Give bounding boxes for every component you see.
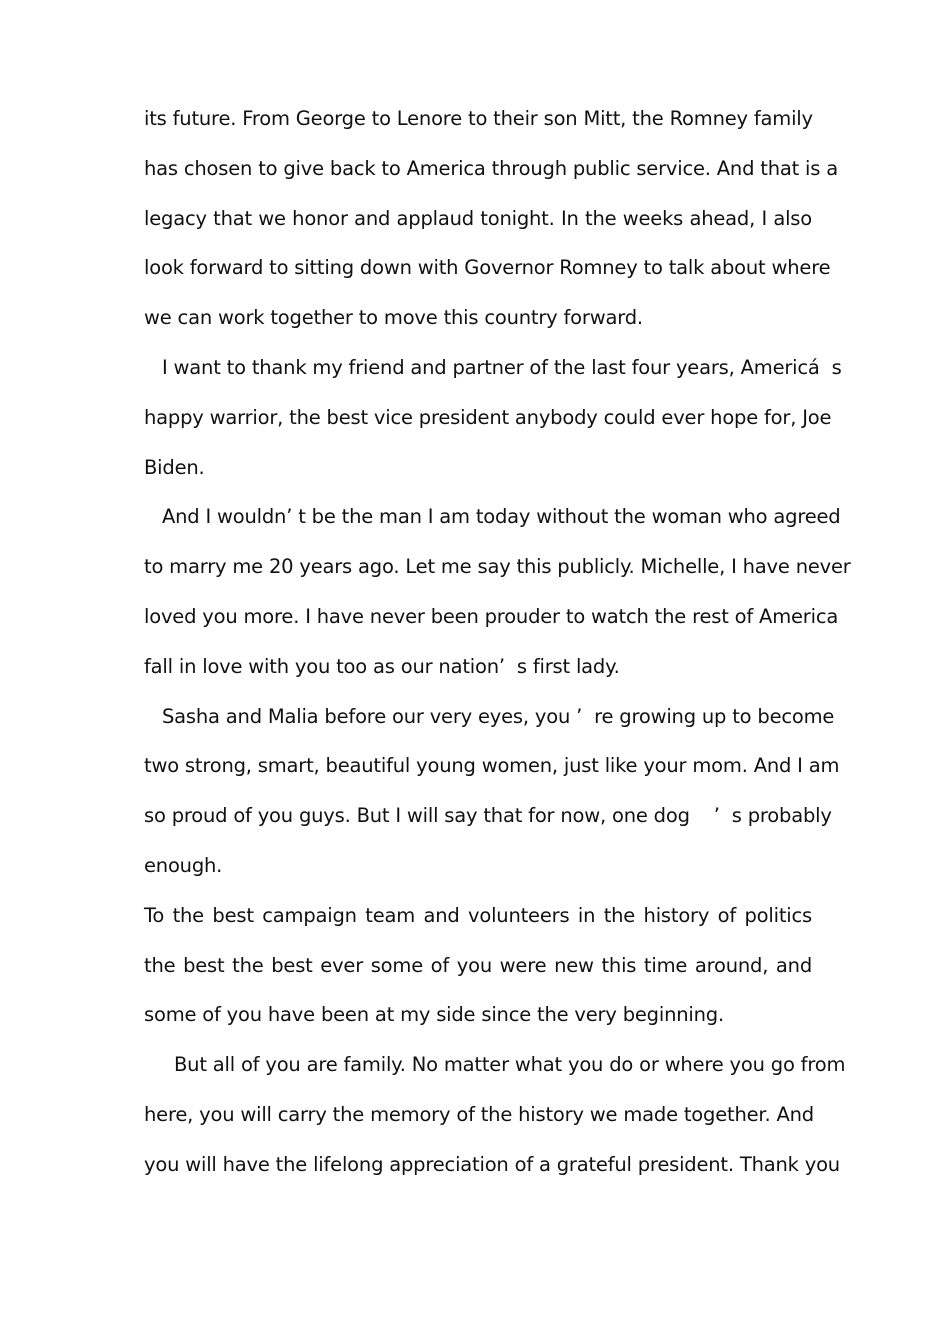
text-line: Biden. bbox=[144, 455, 205, 479]
text-line: And I wouldn’ t be the man I am today without the woman who agreed bbox=[144, 505, 841, 529]
text-line: happy warrior, the best vice president anybody could ever hope for, Joe bbox=[144, 405, 832, 429]
text-line: fall in love with you too as our nation’ s first lady. bbox=[144, 654, 620, 678]
text-line: has chosen to give back to America through public service. And that is a bbox=[144, 156, 838, 180]
text-line: we can work together to move this country forward. bbox=[144, 306, 643, 330]
speech-text bbox=[144, 94, 851, 1190]
text-line: legacy that we honor and applaud tonight. In the weeks ahead, I also bbox=[144, 206, 812, 230]
text-line: here, you will carry the memory of the history we made together. And bbox=[144, 1102, 814, 1126]
text-line: loved you more. I have never been prouder to watch the rest of America bbox=[144, 604, 839, 628]
text-line: some of you have been at my side since the very beginning. bbox=[144, 1003, 724, 1027]
text-line: the best the best ever some of you were new this time around, and bbox=[144, 953, 812, 977]
text-line: Sasha and Malia before our very eyes, you ’ re growing up to become bbox=[144, 704, 835, 728]
text-line: I want to thank my friend and partner of the last four years, Americá s bbox=[144, 355, 842, 379]
text-line: But all of you are family. No matter what you do or where you go from bbox=[144, 1053, 846, 1077]
text-line: to marry me 20 years ago. Let me say this publicly. Michelle, I have never bbox=[144, 555, 851, 579]
text-line: so proud of you guys. But I will say that for now, one dog ’ s probably bbox=[144, 804, 832, 828]
text-line: its future. From George to Lenore to their son Mitt, the Romney family bbox=[144, 107, 813, 130]
text-line: you will have the lifelong appreciation of a grateful president. Thank you bbox=[144, 1152, 840, 1176]
text-line: To the best campaign team and volunteers in the history of politics bbox=[144, 903, 812, 927]
text-line: two strong, smart, beautiful young women, just like your mom. And I am bbox=[144, 754, 840, 778]
text-line: look forward to sitting down with Governor Romney to talk about where bbox=[144, 256, 831, 280]
text-line: enough. bbox=[144, 853, 223, 877]
